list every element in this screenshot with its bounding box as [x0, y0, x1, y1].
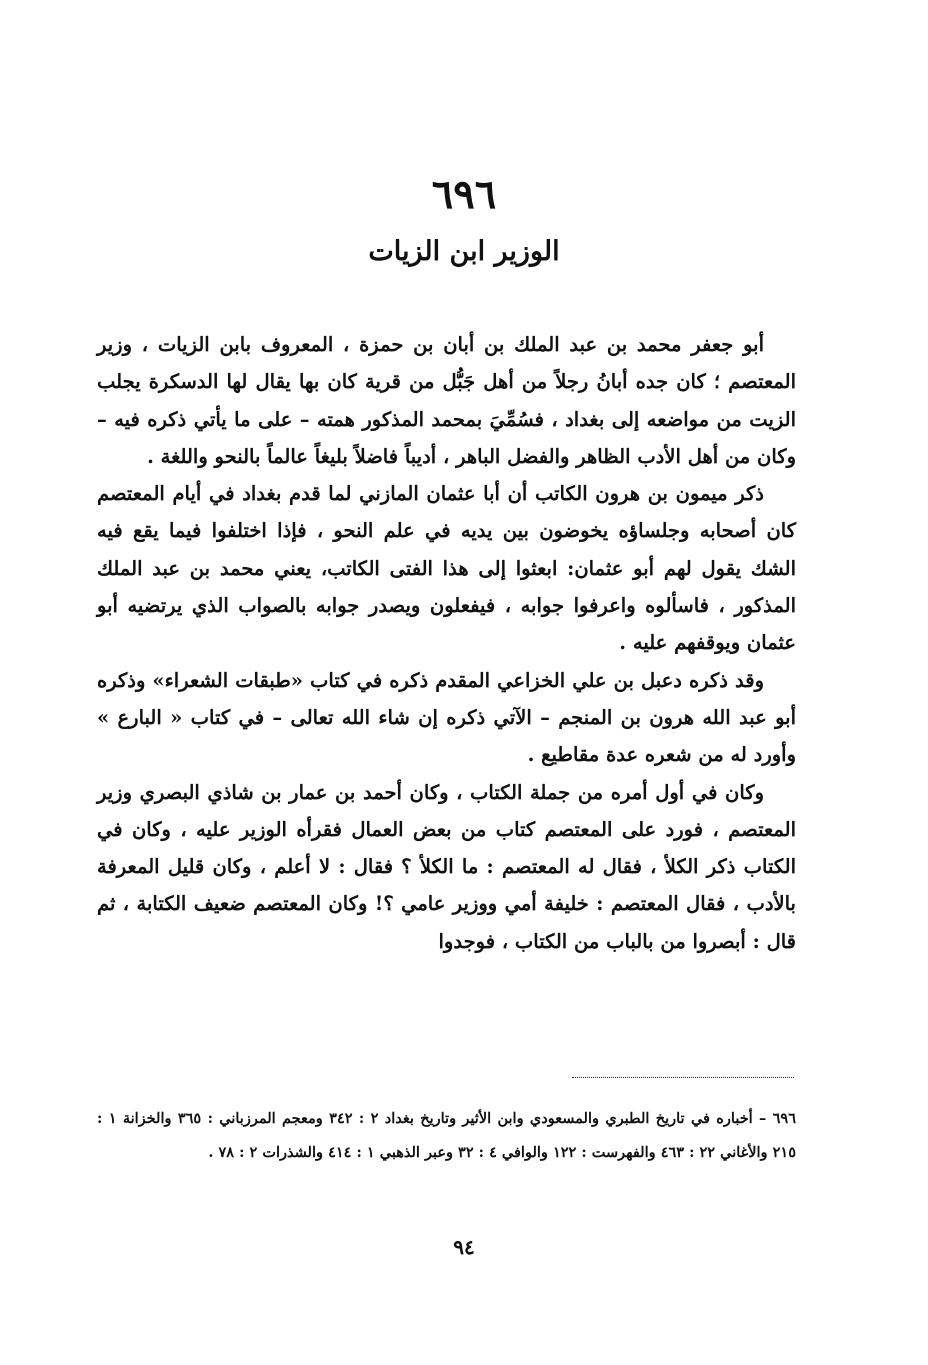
paragraph-2: ذكر ميمون بن هرون الكاتب أن أبا عثمان المازني لما قدم بغداد في أيام المعتصم كان أصحابه وجلساؤه يخوضون بين يديه في علم النحو ، فإذا اختلفوا فيما يقع فيه الشك يقول لهم أبو عثمان: ابعثوا إلى هذا الفتى الكاتب، يعني محمد بن عبد الملك المذكور ، فاسألوه واعرفوا جوابه ، فيفعلون ويصدر جوابه بالصواب الذي يرتضيه أبو عثمان ويوقفهم عليه .	[97, 482, 796, 655]
entry-title: الوزير ابن الزيات	[368, 236, 560, 267]
footnote-divider	[572, 1077, 794, 1078]
body-text	[97, 326, 796, 960]
paragraph-4: وكان في أول أمره من جملة الكتاب ، وكان أحمد بن عمار بن شاذي البصري وزير المعتصم ، فورد على المعتصم كتاب من بعض العمال فقرأه الوزير عليه ، وكان في الكتاب ذكر الكلأ ، فقال له المعتصم : ما الكلأ ؟ فقال : لا أعلم ، وكان قليل المعرفة بالأدب ، فقال المعتصم : خليفة أمي ووزير عامي ؟! وكان المعتصم ضعيف الكتابة ، ثم قال : أبصروا من بالباب من الكتاب ، فوجدوا	[97, 780, 796, 953]
page-number: ٩٤	[453, 1235, 475, 1259]
paragraph-3: وقد ذكره دعبل بن علي الخزاعي المقدم ذكره في كتاب «طبقات الشعراء» وذكره أبو عبد الله هرون بن المنجم – الآتي ذكره إن شاء الله تعالى – في كتاب « البارع » وأورد له من شعره عدة مقاطيع .	[97, 668, 796, 767]
paragraph-1: أبو جعفر محمد بن عبد الملك بن أبان بن حمزة ، المعروف بابن الزيات ، وزير المعتصم ؛ كان جده أبانُ رجلاً من أهل جَبُّل من قرية كان بها يقال لها الدسكرة يجلب الزيت من مواضعه إلى بغداد ، فسُمِّيَ بمحمد المذكور همته – على ما يأتي ذكره فيه – وكان من أهل الأدب الظاهر والفضل الباهر ، أديباً فاضلاً بليغاً عالماً بالنحو واللغة .	[97, 333, 796, 468]
footnote-1: ٦٩٦ – أخباره في تاريخ الطبري والمسعودي وابن الأثير وتاريخ بغداد ٢ : ٣٤٢ ومعجم المرزباني : ٣٦٥ والخزانة ١ : ٢١٥ والأغاني ٢٢ : ٤٦٣ والفهرست : ١٢٢ والوافي ٤ : ٣٢ وعبر الذهبي ١ : ٤١٤ والشذرات ٢ : ٧٨ .	[97, 1110, 797, 1161]
footnotes	[97, 1102, 796, 1170]
entry-number: ٦٩٦	[431, 171, 497, 218]
